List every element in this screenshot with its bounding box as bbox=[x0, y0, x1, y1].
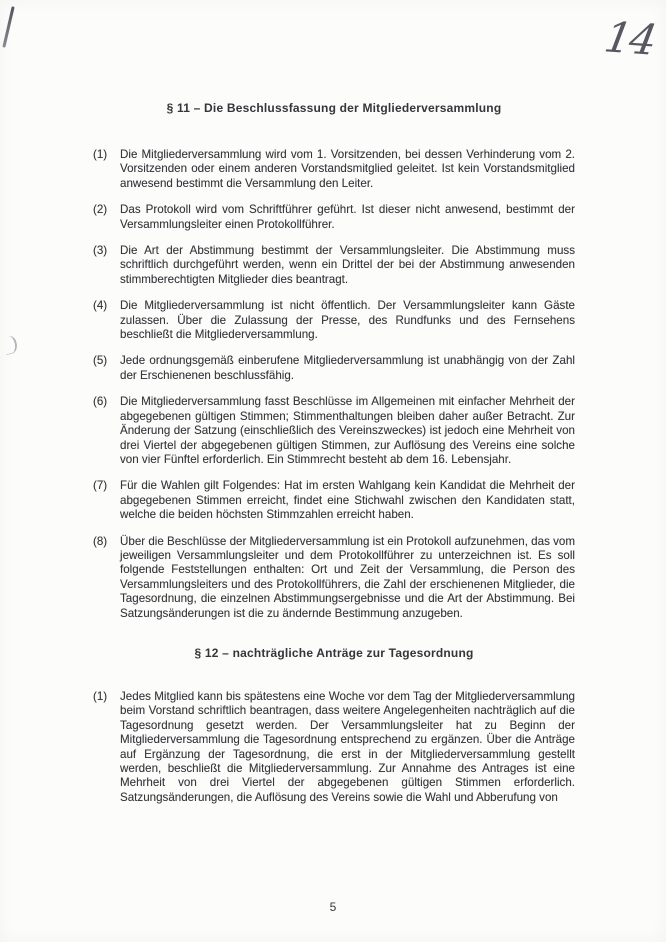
paragraph-number: (3) bbox=[93, 244, 108, 258]
paragraph-text: Das Protokoll wird vom Schriftführer geführt. Ist dieser nicht anwesend, bestimmt der Versammlungsleiter einen Protokollführer. bbox=[120, 203, 575, 231]
paragraph-number: (4) bbox=[93, 299, 108, 313]
paragraph-number: (6) bbox=[93, 395, 108, 409]
paragraph-number: (5) bbox=[93, 354, 108, 368]
scan-artifact-left-edge bbox=[2, 335, 19, 356]
paragraph-text: Für die Wahlen gilt Folgendes: Hat im ersten Wahlgang kein Kandidat die Mehrheit der abgegebenen Stimmen erreicht, findet eine Stichwahl zwischen den Kandidaten statt, welche die beiden höchsten Stimmzahlen erreicht haben. bbox=[120, 479, 575, 522]
handwritten-page-number: 14 bbox=[600, 12, 659, 65]
paragraph-text: Die Mitgliederversammlung ist nicht öffentlich. Der Versammlungsleiter kann Gäste zulassen. Über die Zulassung der Presse, des Rundfunks und des Fernsehens beschließt die Mitgliederversammlung. bbox=[120, 299, 575, 342]
paragraph-11-7 bbox=[93, 479, 575, 522]
paragraph-text: Über die Beschlüsse der Mitgliederversammlung ist ein Protokoll aufzunehmen, das vom jeweiligen Versammlungsleiter und dem Protokollführer zu unterzeichnen ist. Es soll folgende Feststellungen enthalten: Ort und Zeit der Versammlung, die Person des Versammlungsleiters und des Protokollführers, die Zahl der erschienenen Mitglieder, die Tagesordnung, die einzelnen Abstimmungsergebnisse und die Art der Abstimmung. Bei Satzungsänderungen ist die zu ändernde Bestimmung anzugeben. bbox=[120, 534, 575, 620]
page-number: 5 bbox=[329, 900, 337, 914]
paragraph-number: (2) bbox=[93, 203, 108, 217]
paragraph-number: (1) bbox=[93, 148, 108, 161]
paragraph-11-6 bbox=[93, 395, 575, 467]
paragraph-12-1 bbox=[93, 690, 575, 805]
paragraph-text: Jedes Mitglied kann bis spätestens eine Woche vor dem Tag der Mitgliederversammlung beim Vorstand schriftlich beantragen, dass weitere Angelegenheiten nachträglich auf die Tagesordnung gesetzt werden. Der Versammlungsleiter hat zu Beginn der Mitgliederversammlung die Tagesordnung entsprechend zu ergänzen. Über die Anträge auf Ergänzung der Tagesordnung, die erst in der Mitgliederversammlung gestellt werden, beschließt die Mitgliederversammlung. Zur Annahme des Antrages ist eine Mehrheit von drei Viertel der abgegebenen gültigen Stimmen erforderlich. Satzungsänderungen, die Auflösung des Vereins sowie die Wahl und Abberufung von bbox=[120, 689, 575, 804]
paragraph-11-1 bbox=[93, 148, 575, 191]
paragraph-number: (8) bbox=[93, 534, 108, 548]
paragraph-text: Die Art der Abstimmung bestimmt der Versammlungsleiter. Die Abstimmung muss schriftlich durchgeführt werden, wenn ein Drittel der bei der Abstimmung anwesenden stimmberechtigten Mitglieder dies beantragt. bbox=[120, 244, 575, 286]
document-content bbox=[93, 101, 575, 817]
paragraph-number: (7) bbox=[93, 479, 108, 493]
paragraph-number: (1) bbox=[93, 689, 108, 703]
paragraph-11-2 bbox=[93, 203, 575, 232]
scan-artifact-pen-stroke bbox=[2, 6, 14, 48]
paragraph-11-4 bbox=[93, 299, 575, 342]
paragraph-11-8 bbox=[93, 535, 575, 621]
paragraph-text: Jede ordnungsgemäß einberufene Mitgliederversammlung ist unabhängig von der Zahl der Erschienenen beschlussfähig. bbox=[120, 354, 575, 382]
section-heading-11: § 11 – Die Beschlussfassung der Mitgliederversammlung bbox=[166, 101, 502, 115]
paragraph-text: Die Mitgliederversammlung fasst Beschlüsse im Allgemeinen mit einfacher Mehrheit der abgegebenen gültigen Stimmen; Stimmenthaltungen bleiben daher außer Betracht. Zur Änderung der Satzung (einschließlich des Vereinszweckes) ist jedoch eine Mehrheit von drei Viertel der abgegebenen gültigen Stimmen, zur Auflösung des Vereins eine solche von vier Fünftel erforderlich. Ein Stimmrecht besteht ab dem 16. Lebensjahr. bbox=[120, 395, 575, 466]
paragraph-11-3 bbox=[93, 244, 575, 287]
paragraph-text: Die Mitgliederversammlung wird vom 1. Vorsitzenden, bei dessen Verhinderung vom 2. Vorsitzenden oder einem anderen Vorstandsmitglied geleitet. Ist kein Vorstandsmitglied anwesend bestimmt die Versammlung den Leiter. bbox=[120, 148, 575, 190]
section-heading-12: § 12 – nachträgliche Anträge zur Tagesordnung bbox=[194, 645, 474, 660]
paragraph-11-5 bbox=[93, 354, 575, 383]
